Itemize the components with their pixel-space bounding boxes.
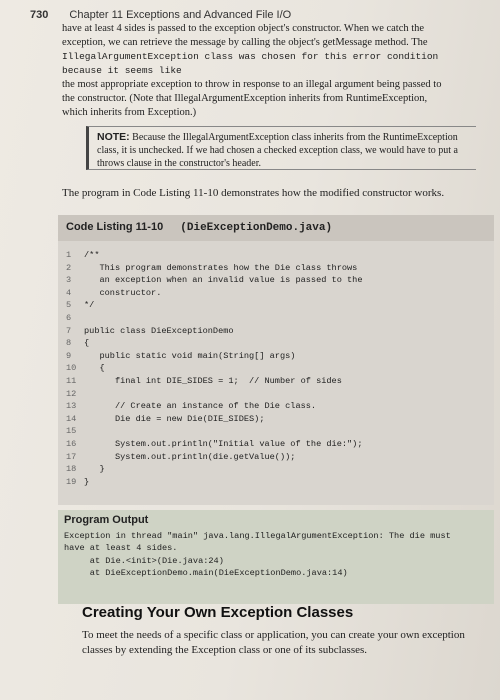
line-number: 18: [66, 464, 77, 475]
code-line: [66, 400, 362, 413]
section-heading: Creating Your Own Exception Classes: [82, 604, 354, 621]
output-line: have at least 4 sides.: [64, 543, 178, 554]
line-number: 5: [66, 300, 72, 311]
lead-in-text: The program in Code Listing 11-10 demonstrates how the modified constructor works.: [62, 187, 445, 199]
code-text: System.out.println(die.getValue());: [84, 451, 296, 462]
intro-line: IllegalArgumentException class was chosen for this error condition because it seems like: [62, 51, 439, 76]
intro-line: exception, we can retrieve the message by calling the object's getMessage method. The: [62, 37, 428, 48]
line-number: 1: [66, 250, 72, 260]
section-paragraph: To meet the needs of a specific class or application, you can create your own exception classes by extending the Exception class or one of its subclasses.: [82, 629, 465, 656]
program-output: [58, 510, 494, 604]
code-line: [66, 274, 362, 287]
note-label: NOTE:: [97, 131, 130, 143]
output-body: [58, 530, 494, 580]
line-number: 7: [66, 325, 72, 336]
code-text: // Create an instance of the Die class.: [84, 401, 317, 412]
code-text: }: [84, 476, 90, 487]
intro-line: have at least 4 sides is passed to the exception object's constructor. When we catch the: [62, 23, 425, 34]
code-text: System.out.println("Initial value of the die:");: [84, 438, 363, 449]
code-line: [66, 362, 362, 375]
line-number: 15: [66, 426, 77, 437]
line-number: 13: [66, 401, 77, 412]
code-line: [66, 438, 362, 451]
code-text: /**: [84, 250, 100, 260]
line-number: 16: [66, 438, 77, 449]
code-line: [66, 413, 362, 426]
line-number: 12: [66, 388, 77, 399]
line-number: 4: [66, 287, 72, 298]
code-line: [66, 312, 362, 325]
output-line: Exception in thread "main" java.lang.IllegalArgumentException: The die must: [64, 531, 451, 541]
note-text: Because the IllegalArgumentException class inherits from the RuntimeException class, it is unchecked. If we had chosen a checked exception class, we would have to put a throws clause in the constructor's header.: [97, 132, 458, 169]
intro-line: which inherits from Exception.): [62, 107, 197, 118]
line-number: 17: [66, 451, 77, 462]
code-listing: [58, 215, 494, 505]
output-title: Program Output: [64, 514, 149, 526]
intro-line: the constructor. (Note that IllegalArgumentException inherits from RuntimeException,: [62, 93, 428, 104]
line-number: 3: [66, 275, 72, 286]
code-text: {: [84, 338, 90, 349]
code-line: [66, 262, 362, 275]
listing-filename: (DieExceptionDemo.java): [180, 222, 333, 234]
code-line: [66, 249, 362, 262]
code-line: [66, 337, 362, 350]
code-line: [66, 350, 362, 363]
code-line: [66, 425, 362, 438]
line-number: 11: [66, 375, 77, 386]
code-text: constructor.: [84, 287, 162, 298]
code-text: Die die = new Die(DIE_SIDES);: [84, 413, 265, 424]
line-number: 10: [66, 363, 77, 374]
code-text: an exception when an invalid value is passed to the: [84, 275, 363, 286]
intro-line: the most appropriate exception to throw in response to an illegal argument being passed to: [62, 79, 442, 90]
page-number: 730: [30, 9, 49, 21]
code-line: [66, 287, 362, 300]
line-number: 9: [66, 350, 72, 361]
code-text: This program demonstrates how the Die class throws: [84, 262, 358, 273]
line-number: 6: [66, 312, 72, 323]
note-box: [86, 126, 476, 170]
code-line: [66, 451, 362, 464]
code-text: public class DieExceptionDemo: [84, 325, 234, 336]
line-number: 8: [66, 338, 72, 349]
page-header: [30, 9, 291, 21]
code-line: [66, 325, 362, 338]
output-line: at Die.<init>(Die.java:24): [64, 555, 224, 566]
code-text: */: [84, 300, 95, 311]
code-text: public static void main(String[] args): [84, 350, 296, 361]
code-text: {: [84, 363, 105, 374]
output-line: at DieExceptionDemo.main(DieExceptionDemo.java:14): [64, 568, 348, 579]
code-line: [66, 463, 362, 476]
code-line: [66, 375, 362, 388]
code-listing-title: [58, 215, 494, 241]
chapter-title: Chapter 11 Exceptions and Advanced File I/O: [69, 9, 292, 21]
code-text: final int DIE_SIDES = 1; // Number of sides: [84, 375, 342, 386]
listing-number: Code Listing 11-10: [66, 221, 164, 233]
code-body: [66, 249, 362, 488]
line-number: 2: [66, 262, 72, 273]
code-text: }: [84, 464, 105, 475]
line-number: 14: [66, 413, 77, 424]
line-number: 19: [66, 476, 77, 487]
intro-paragraph: [62, 22, 482, 120]
code-line: [66, 299, 362, 312]
code-line: [66, 476, 362, 489]
code-line: [66, 388, 362, 401]
